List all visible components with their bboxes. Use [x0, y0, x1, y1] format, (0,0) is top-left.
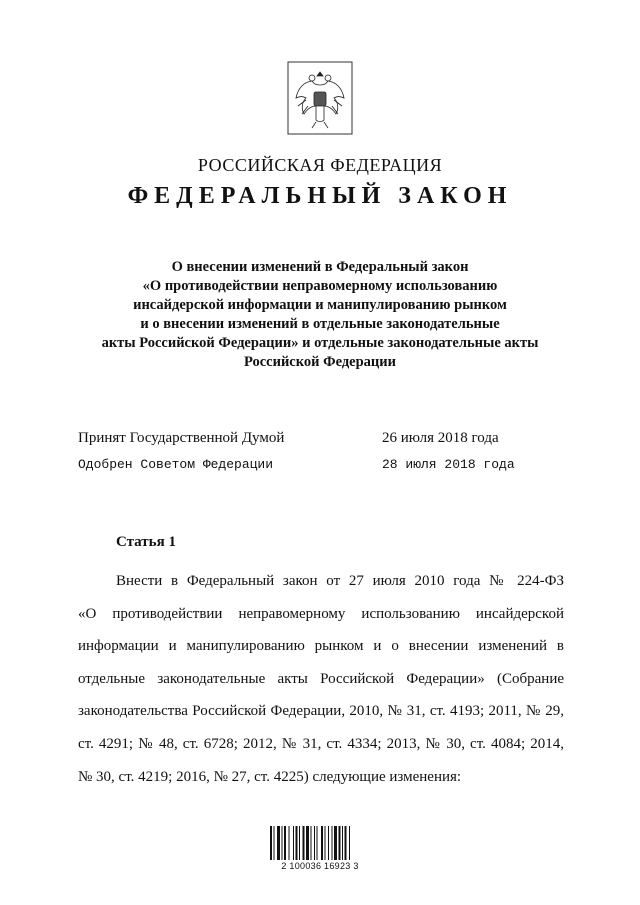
title-line: Российской Федерации [243, 354, 396, 370]
country-name: РОССИЙСКАЯ ФЕДЕРАЦИЯ [197, 155, 443, 175]
barcode-icon [268, 818, 372, 862]
approved-council-date: 28 июля 2018 года [382, 457, 515, 472]
body-line: ст. 4291; № 48, ст. 6728; 2012, № 31, ст. 4334; 2013, № 30, ст. 4084; 2014, [78, 735, 564, 752]
title-line: О внесении изменений в Федеральный закон [171, 259, 469, 275]
article-heading: Статья 1 [116, 534, 176, 550]
title-line: и о внесении изменений в отдельные законодательные [140, 316, 500, 332]
approved-council-label: Одобрен Советом Федерации [78, 457, 274, 472]
document-type: ФЕДЕРАЛЬНЫЙ ЗАКОН [127, 183, 513, 209]
barcode-number: 2 100036 16923 3 [281, 861, 359, 871]
article-body [78, 565, 564, 793]
title-line: «О противодействии неправомерному использованию [142, 278, 498, 294]
body-line: Внести в Федеральный закон от 27 июля 2010 года № 224-ФЗ [116, 573, 564, 589]
body-line: информации и манипулированию рынком и о внесении изменений в [78, 638, 564, 655]
title-line: акты Российской Федерации» и отдельные законодательные акты [101, 335, 539, 351]
body-line: законодательства Российской Федерации, 2010, № 31, ст. 4193; 2011, № 29, [78, 703, 564, 720]
body-line: «О противодействии неправомерному использованию инсайдерской [78, 605, 564, 622]
coat-of-arms-icon [286, 60, 354, 136]
adopted-duma-date: 26 июля 2018 года [382, 430, 499, 446]
adopted-duma-label: Принят Государственной Думой [78, 430, 285, 446]
body-line: отдельные законодательные акты Российской Федерации» (Собрание [78, 670, 564, 687]
body-line: № 30, ст. 4219; 2016, № 27, ст. 4225) следующие изменения: [78, 768, 462, 785]
law-title [100, 258, 540, 372]
title-line: инсайдерской информации и манипулированию рынком [133, 297, 507, 313]
